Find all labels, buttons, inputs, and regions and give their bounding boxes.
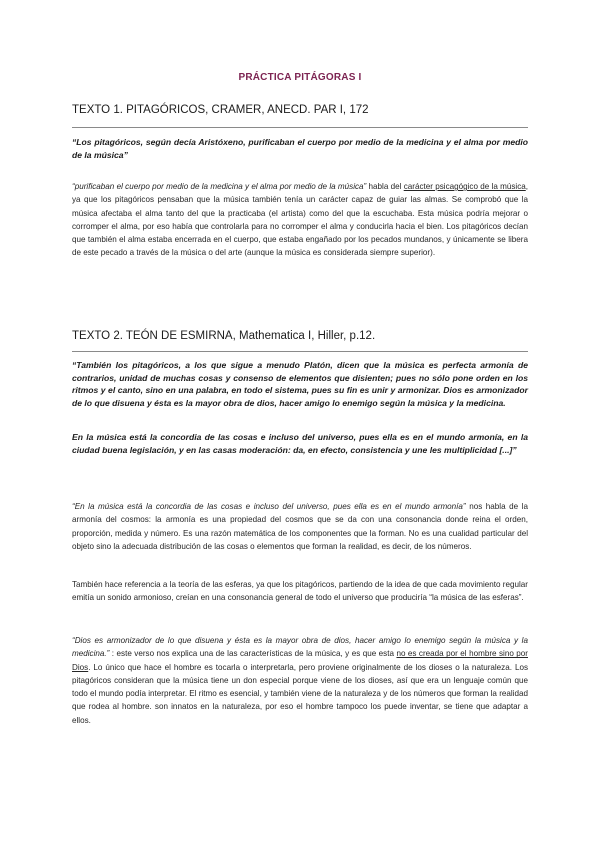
section-2-commentary-2: También hace referencia a la teoría de las esferas, ya que los pitagóricos, partiendo de la idea de que cada movimiento regular emitía un sonido armonioso, creían en una consonancia general de todo el universo que produciría “la música de las esferas”. bbox=[72, 580, 528, 603]
page-title: PRÁCTICA PITÁGORAS I bbox=[238, 72, 362, 83]
section-2-commentary-1-cite: “En la música está la concordia de las cosas e incluso del universo, pues ella es en el mundo armonía” bbox=[72, 502, 466, 511]
section-2-heading: TEXTO 2. TEÓN DE ESMIRNA, Mathematica I, Hiller, p.12. bbox=[72, 330, 376, 342]
section-1-commentary-cite: “purificaban el cuerpo por medio de la medicina y el alma por medio de la música” bbox=[72, 182, 367, 191]
section-2-commentary-3-cite: “Dios es armonizador de lo que disuena y ésta es la mayor obra de dios, hacer amigo lo enemigo según la música y la medicina.” bbox=[72, 636, 528, 659]
section-2-commentary-3-underlined: no es creada por el hombre sino por Dios bbox=[72, 649, 528, 672]
section-2-commentary-1 bbox=[72, 500, 528, 553]
section-2-commentary-3 bbox=[72, 634, 528, 727]
section-2-commentary-1-text: nos habla de la armonía del cosmos: la armonía es una propiedad del cosmos que se da con una consonancia donde reina el orden, proporción, medida y número. Es una razón matemática de los componentes que la forman. No es una cualidad particular del objeto sino la adecuada distribución de las cosas o elementos que forman la realidad, es decir, de los números. bbox=[72, 502, 528, 551]
section-1-commentary-underlined: carácter psicagógico de la música bbox=[403, 182, 526, 191]
section-2-quote-2: En la música está la concordia de las cosas e incluso del universo, pues ella es en el mundo armonía, en la ciudad buena legislación, y en las casas moderación: da, en efecto, consistencia y une les multiplicidad [...]” bbox=[72, 432, 528, 455]
section-1-commentary-text-a: habla del bbox=[366, 182, 404, 191]
section-2-commentary-3-text-b: . Lo único que hace el hombre es tocarla o interpretarla, pero proviene originalmente de los dioses o la naturaleza. Los pitagóricos consideran que la música tiene un don especial porque viene de los dioses, así que era un lenguaje común que todo el mundo podía interpretar. El ritmo es esencial, y también viene de la naturaleza y de los números que forman la realidad que rodea al hombre. son innatos en la naturaleza, por eso el hombre tampoco los puede inventar, se tiene que adaptar a ellos. bbox=[72, 662, 528, 725]
section-1-commentary-text-b: , ya que los pitagóricos pensaban que la música también tenía un carácter capaz de guiar las almas. Se comprobó que la música afectaba el alma tanto del que la practicaba (el artista) como del que la escuchaba. Esta música podría mejorar o corromper el alma, por eso había que controlarla para no corromper el alma y conducirla hacia el bien. Los pitagóricos decían que también el alma estaba encerrada en el cuerpo, que estaba engañado por los pecados mundanos, y únicamente se libera de este pecado a través de la música o del arte (aunque la música es considerada siempre superior). bbox=[72, 182, 528, 258]
section-2-commentary-3-text-a: : este verso nos explica una de las características de la música, y es que esta bbox=[109, 649, 397, 659]
section-2-quote-1: “También los pitagóricos, a los que sigue a menudo Platón, dicen que la música es perfecta armonía de contrarios, unidad de muchas cosas y consenso de elementos que disienten; pues no sólo pone orden en los ritmos y el canto, sino en una palabra, en todo el sistema, pues su fin es unir y armonizar. Dios es armonizador de lo que disuena y ésta es la mayor obra de dios, hacer amigo lo enemigo según la música y la medicina. bbox=[72, 360, 528, 408]
section-1-commentary bbox=[72, 180, 528, 260]
section-1-quote: “Los pitagóricos, según decía Aristóxeno, purificaban el cuerpo por medio de la medicina y el alma por medio de la música” bbox=[72, 137, 528, 160]
section-2-divider bbox=[72, 351, 528, 352]
section-1-divider bbox=[72, 127, 528, 128]
section-1-heading: TEXTO 1. PITAGÓRICOS, CRAMER, ANECD. PAR I, 172 bbox=[72, 104, 369, 116]
